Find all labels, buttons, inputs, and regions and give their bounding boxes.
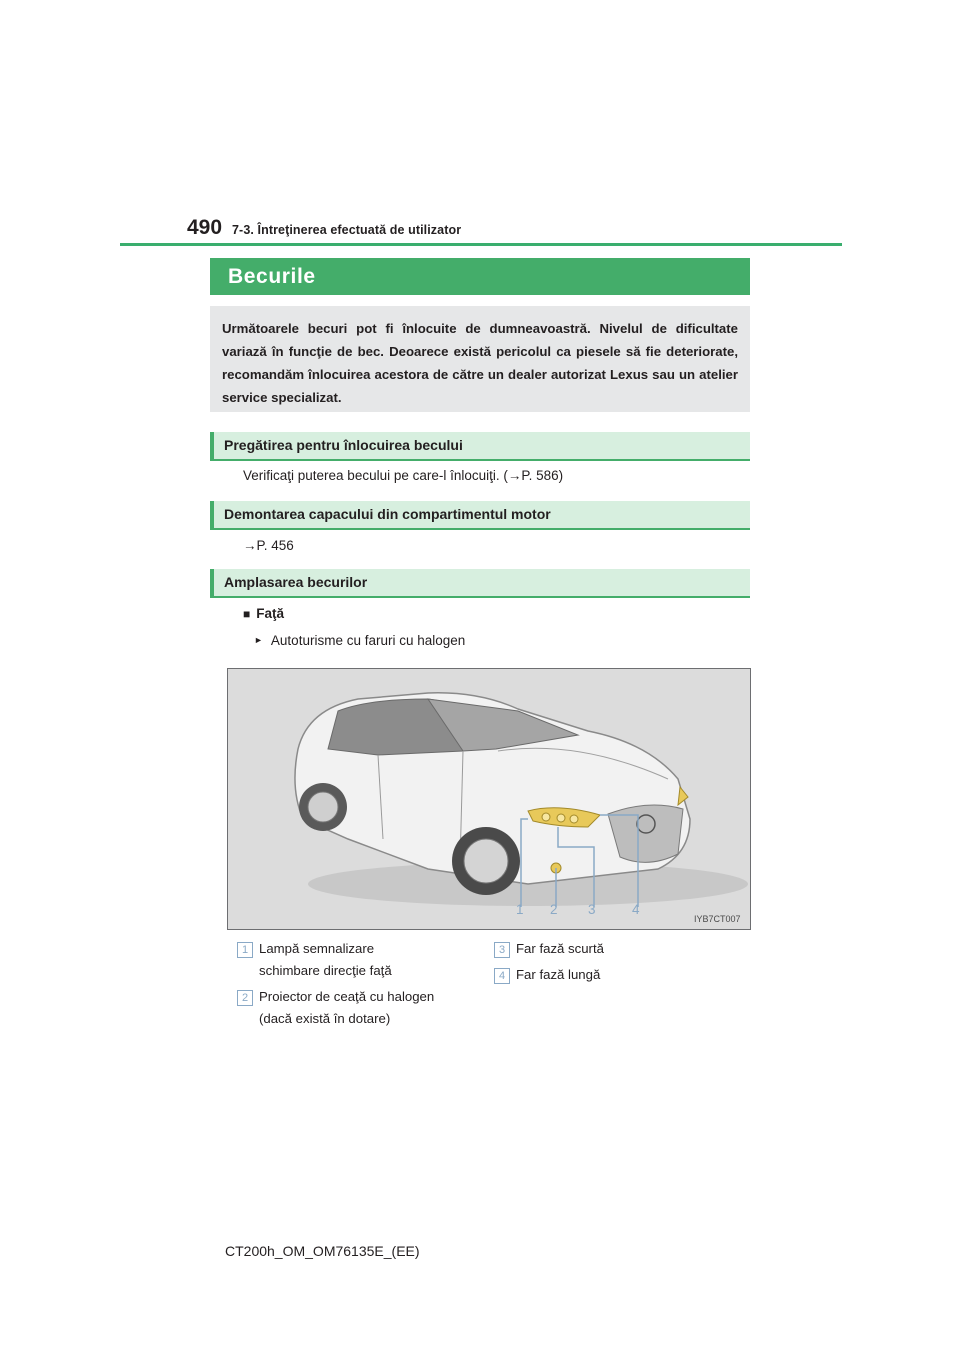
legend-item-2-line1: Proiector de ceaţă cu halogen [259, 989, 435, 1004]
legend-item-3 [516, 938, 604, 960]
subheading-bar [210, 432, 214, 459]
legend-num-4: 4 [494, 968, 510, 984]
legend-item-3-line1: Far fază scurtă [516, 941, 604, 956]
figure-code: IYB7CT007 [694, 914, 741, 924]
footer-document-code: CT200h_OM_OM76135E_(EE) [225, 1243, 420, 1259]
legend-num-1: 1 [237, 942, 253, 958]
subheading-cover-removal-label: Demontarea capacului din compartimentul motor [224, 506, 551, 522]
square-bullet-icon: ■ [243, 607, 251, 621]
callout-4: 4 [632, 902, 640, 917]
triangle-bullet-icon: ► [254, 635, 263, 645]
prep-text-line [243, 468, 563, 483]
subheading-bar [210, 569, 214, 596]
prep-page-ref[interactable]: P. 586) [521, 468, 564, 483]
front-label-text: Faţă [256, 606, 285, 621]
legend-item-1-line2: schimbare direcţie faţă [259, 963, 392, 978]
callout-2: 2 [550, 902, 558, 917]
legend-item-2 [259, 986, 434, 1030]
legend-item-4-line1: Far fază lungă [516, 967, 601, 982]
legend-item-4 [516, 964, 600, 986]
chapter-title: 7-3. Întreţinerea efectuată de utilizator [232, 223, 462, 237]
header-divider [120, 243, 842, 246]
subheading-preparation [210, 432, 750, 461]
legend-item-2-line2: (dacă există în dotare) [259, 1011, 391, 1026]
car-illustration [228, 669, 750, 929]
arrow-icon: → [507, 468, 522, 483]
arrow-icon: → [243, 538, 257, 553]
car-illustration-figure [227, 668, 751, 930]
variant-line [254, 633, 465, 648]
callout-3: 3 [588, 902, 596, 917]
prep-text: Verificaţi puterea becului pe care-l înlocuiţi. ( [243, 468, 508, 483]
legend-item-1-line1: Lampă semnalizare [259, 941, 375, 956]
section-banner [210, 258, 750, 295]
subheading-bar [210, 501, 214, 528]
subheading-preparation-label: Pregătirea pentru înlocuirea becului [224, 437, 463, 453]
variant-text: Autoturisme cu faruri cu halogen [270, 633, 466, 648]
intro-box [210, 306, 750, 412]
subheading-bulb-location-label: Amplasarea becurilor [224, 574, 368, 590]
callout-1: 1 [516, 902, 524, 917]
subheading-bulb-location [210, 569, 750, 598]
cover-ref-line [243, 538, 294, 553]
cover-page-ref[interactable]: P. 456 [256, 538, 294, 553]
legend-num-3: 3 [494, 942, 510, 958]
front-label [243, 606, 284, 621]
legend-num-2: 2 [237, 990, 253, 1006]
legend-item-1 [259, 938, 392, 982]
page-number: 490 [187, 216, 223, 239]
subheading-cover-removal [210, 501, 750, 530]
section-title: Becurile [228, 265, 316, 288]
intro-text: Următoarele becuri pot fi înlocuite de dumneavoastră. Nivelul de dificultate variază în funcţie de bec. Deoarece există pericolul ca piesele să fie deteriorate, recomandăm înlocuirea acestora de către un dealer autorizat Lexus sau un atelier service specializat. [222, 321, 738, 405]
